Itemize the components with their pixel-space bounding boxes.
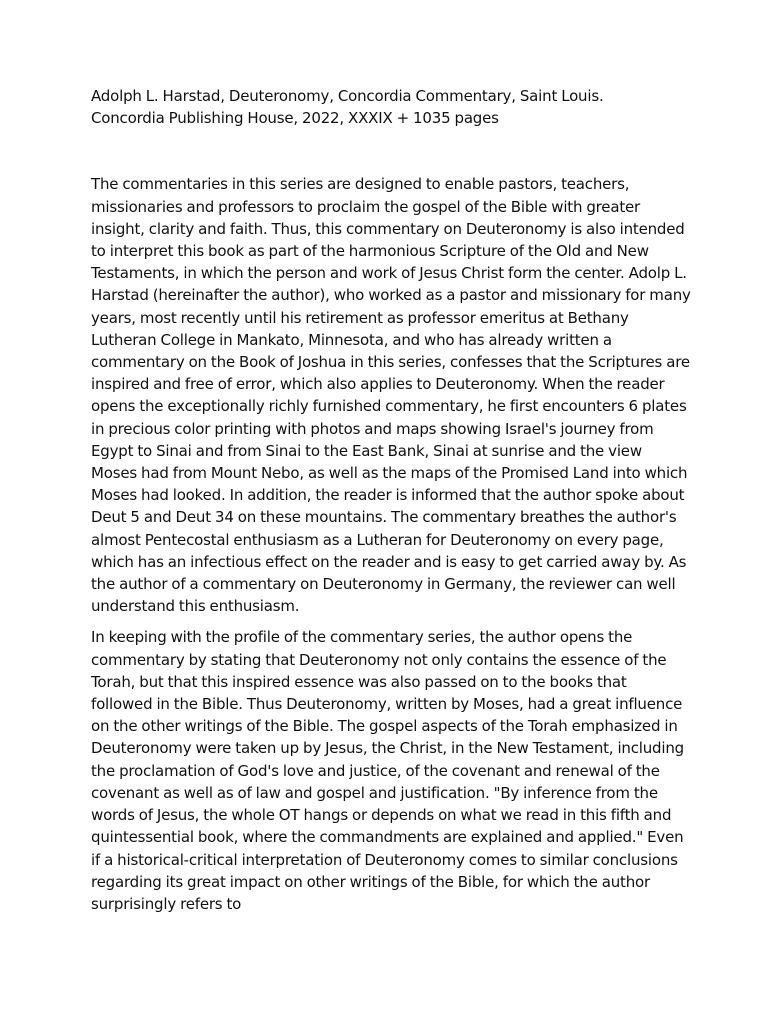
paragraph: In keeping with the profile of the commentary series, the author opens the commentary by stating that Deuteronomy not only contains the essence of the Torah, but that this inspired essence was also passed on to the books that followed in the Bible. Thus Deuteronomy, written by Moses, had a great influence on the other writings of the Bible. The gospel aspects of the Torah emphasized in Deuteronomy were taken up by Jesus, the Christ, in the New Testament, including the proclamation of God's love and justice, of the covenant and renewal of the covenant as well as of law and gospel and justification. "By inference from the words of Jesus, the whole OT hangs or depends on what we read in this fifth and quintessential book, where the commandments are explained and applied." Even if a historical-critical interpretation of Deuteronomy comes to similar conclusions regarding its great impact on other writings of the Bible, for which the author surprisingly refers to — [91, 628, 684, 913]
review-body — [91, 173, 691, 915]
citation-line-2: Concordia Publishing House, 2022, XXXIX + 1035 pages — [91, 109, 499, 128]
citation-header — [91, 85, 691, 129]
document-page — [91, 85, 691, 924]
paragraph: The commentaries in this series are designed to enable pastors, teachers, missionaries and professors to proclaim the gospel of the Bible with greater insight, clarity and faith. Thus, this commentary on Deuteronomy is also intended to interpret this book as part of the harmonious Scripture of the Old and New Testaments, in which the person and work of Jesus Christ form the center. Adolp L. Harstad (hereinafter the author), who worked as a pastor and missionary for many years, most recently until his retirement as professor emeritus at Bethany Lutheran College in Mankato, Minnesota, and who has already written a commentary on the Book of Joshua in this series, confesses that the Scriptures are inspired and free of error, which also applies to Deuteronomy. When the reader opens the exceptionally richly furnished commentary, he first encounters 6 plates in precious color printing with photos and maps showing Israel's journey from Egypt to Sinai and from Sinai to the East Bank, Sinai at sunrise and the view Moses had from Mount Nebo, as well as the maps of the Promised Land into which Moses had looked. In addition, the reader is informed that the author spoke about Deut 5 and Deut 34 on these mountains. The commentary breathes the author's almost Pentecostal enthusiasm as a Lutheran for Deuteronomy on every page, which has an infectious effect on the reader and is easy to get carried away by. As the author of a commentary on Deuteronomy in Germany, the reviewer can well understand this enthusiasm. — [91, 175, 691, 616]
citation-line-1: Adolph L. Harstad, Deuteronomy, Concordia Commentary, Saint Louis. — [91, 87, 604, 105]
